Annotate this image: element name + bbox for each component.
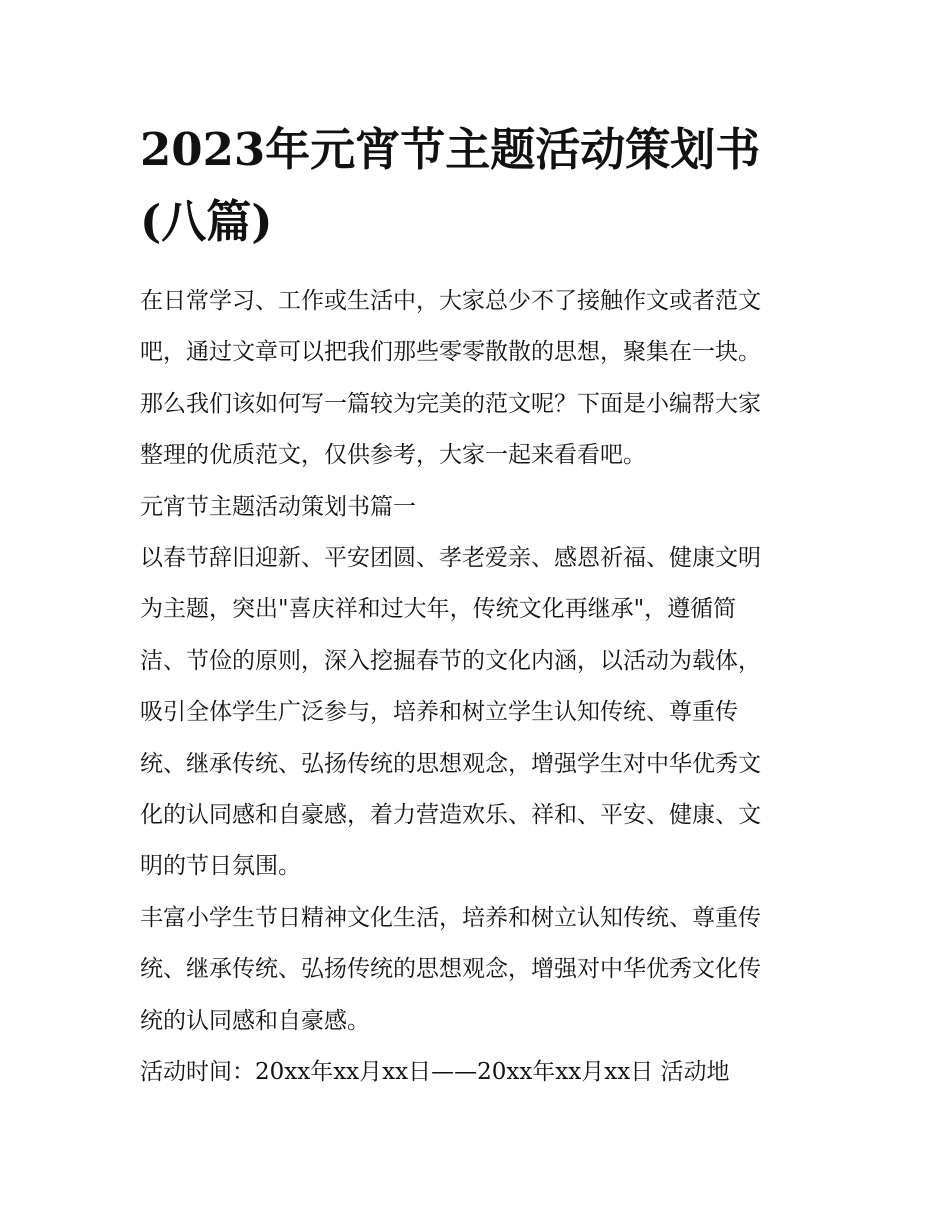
text-line: 吧，通过文章可以把我们那些零零散散的思想，聚集在一块。 <box>140 339 761 366</box>
text-line: 统的认同感和自豪感。 <box>140 1007 370 1034</box>
text-line: 元宵节主题活动策划书篇一 <box>140 493 416 520</box>
text-line: 以春节辞旧迎新、平安团圆、孝老爱亲、感恩祈福、健康文明 <box>140 545 761 572</box>
text-line: 活动时间：20xx年xx月xx日——20xx年xx月xx日 活动地 <box>140 1059 730 1086</box>
intro-paragraph <box>140 276 820 482</box>
text-line: 那么我们该如何写一篇较为完美的范文呢？下面是小编帮大家 <box>140 390 761 417</box>
title-line: (八篇) <box>140 195 273 248</box>
text-line: 洁、节俭的原则，深入挖掘春节的文化内涵，以活动为载体， <box>140 647 761 674</box>
text-line: 吸引全体学生广泛参与，培养和树立学生认知传统、尊重传 <box>140 699 738 726</box>
text-line: 统、继承传统、弘扬传统的思想观念，增强对中华优秀文化传 <box>140 956 761 983</box>
goal-paragraph <box>140 893 820 1047</box>
text-line: 化的认同感和自豪感，着力营造欢乐、祥和、平安、健康、文 <box>140 802 761 829</box>
text-line: 丰富小学生节日精神文化生活，培养和树立认知传统、尊重传 <box>140 904 761 931</box>
document-title <box>140 114 820 258</box>
text-line: 统、继承传统、弘扬传统的思想观念，增强学生对中华优秀文 <box>140 750 761 777</box>
text-line: 在日常学习、工作或生活中，大家总少不了接触作文或者范文 <box>140 288 761 314</box>
activity-time-paragraph <box>140 1047 820 1098</box>
section-heading <box>140 482 820 533</box>
document-body <box>140 276 820 1099</box>
text-line: 为主题，突出"喜庆祥和过大年，传统文化再继承"，遵循简 <box>140 596 737 623</box>
text-line: 明的节日氛围。 <box>140 853 301 880</box>
title-line: 2023年元宵节主题活动策划书 <box>140 123 761 176</box>
text-line: 整理的优质范文，仅供参考，大家一起来看看吧。 <box>140 442 646 469</box>
theme-paragraph <box>140 533 820 893</box>
